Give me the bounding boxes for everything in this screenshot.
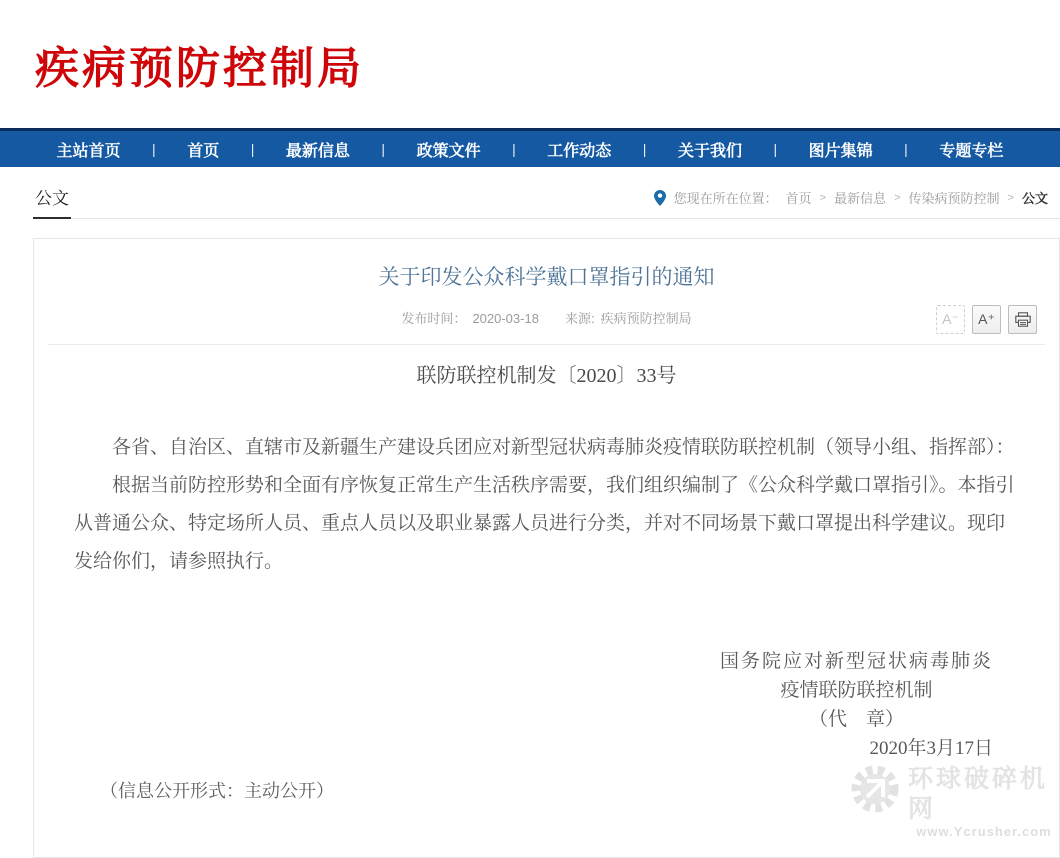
watermark-name: 环球破碎机网 — [908, 765, 1049, 823]
article-panel — [33, 238, 1060, 858]
main-nav — [0, 128, 1060, 167]
source-label: 来源: — [564, 311, 595, 326]
article-title: 关于印发公众科学戴口罩指引的通知 — [378, 266, 715, 289]
nav-separator: | — [512, 141, 516, 157]
article-paragraph: 各省、自治区、直辖市及新疆生产建设兵团应对新型冠状病毒肺炎疫情联防联控机制（领导小组、指挥部）： — [112, 437, 1015, 458]
signature-org-line-1: 国务院应对新型冠状病毒肺炎 — [719, 651, 993, 672]
publish-label: 发布时间： — [401, 311, 467, 326]
breadcrumb-label: 您现在所在位置： — [673, 191, 778, 206]
publish-date: 2020-03-18 — [472, 311, 539, 326]
nav-item-work-dynamics[interactable]: 工作动态 — [547, 142, 612, 160]
nav-separator: | — [152, 141, 156, 157]
nav-separator: | — [250, 141, 255, 157]
breadcrumb-item-latest-news[interactable]: 最新信息 — [834, 191, 887, 206]
doc-number: 联防联控机制发〔2020〕33号 — [416, 365, 677, 387]
breadcrumb-item-infectious-disease-control[interactable]: 传染病预防控制 — [908, 191, 1000, 206]
print-button[interactable] — [1008, 305, 1037, 334]
nav-separator: | — [904, 141, 908, 157]
nav-separator: | — [381, 141, 386, 157]
location-pin-icon — [654, 190, 666, 206]
signature-seal-note: （代 章） — [808, 709, 904, 730]
signature-block — [720, 647, 993, 763]
article-meta — [74, 308, 1019, 327]
signature-org-line-2: 疫情联防联控机制 — [780, 680, 933, 701]
nav-separator: | — [773, 141, 778, 157]
source-name: 疾病预防控制局 — [600, 311, 692, 326]
breadcrumb — [654, 188, 1048, 213]
article-paragraph: 根据当前防控形势和全面有序恢复正常生产生活秩序需要，我们组织编制了《公众科学戴口罩指引》。本指引从普通公众、特定场所人员、重点人员以及职业暴露人员进行分类，并对不同场景下戴口罩提出科学建议。现印发给你们，请参照执行。 — [74, 475, 1015, 572]
breadcrumb-row — [33, 183, 1060, 219]
breadcrumb-separator: > — [1007, 191, 1014, 204]
nav-item-about-us[interactable]: 关于我们 — [677, 142, 742, 160]
nav-item-policy-documents[interactable]: 政策文件 — [416, 142, 481, 160]
nav-item-special-topics[interactable]: 专题专栏 — [939, 142, 1004, 160]
nav-item-main-home[interactable]: 主站首页 — [56, 142, 121, 160]
breadcrumb-item-current: 公文 — [1021, 191, 1048, 206]
font-toolbar — [936, 305, 1037, 334]
breadcrumb-item-home[interactable]: 首页 — [785, 191, 812, 206]
nav-item-home[interactable]: 首页 — [187, 142, 220, 160]
site-title: 疾病预防控制局 — [35, 44, 364, 93]
meta-divider — [48, 344, 1045, 345]
article-body — [74, 429, 1019, 581]
section-tab-official-documents[interactable]: 公文 — [33, 184, 71, 218]
nav-separator: | — [642, 141, 647, 157]
font-increase-button[interactable]: A⁺ — [972, 305, 1001, 334]
nav-item-latest-news[interactable]: 最新信息 — [285, 142, 350, 160]
site-header — [0, 0, 1060, 128]
watermark-url: www.Ycrusher.com — [916, 824, 1052, 839]
disclosure-note: （信息公开形式：主动公开） — [100, 781, 334, 801]
font-decrease-button[interactable]: A⁻ — [936, 305, 965, 334]
breadcrumb-separator: > — [819, 191, 827, 204]
signature-date: 2020年3月17日 — [869, 738, 993, 759]
breadcrumb-separator: > — [894, 191, 901, 204]
nav-item-picture-gallery[interactable]: 图片集锦 — [808, 142, 873, 160]
printer-icon — [1015, 312, 1031, 327]
